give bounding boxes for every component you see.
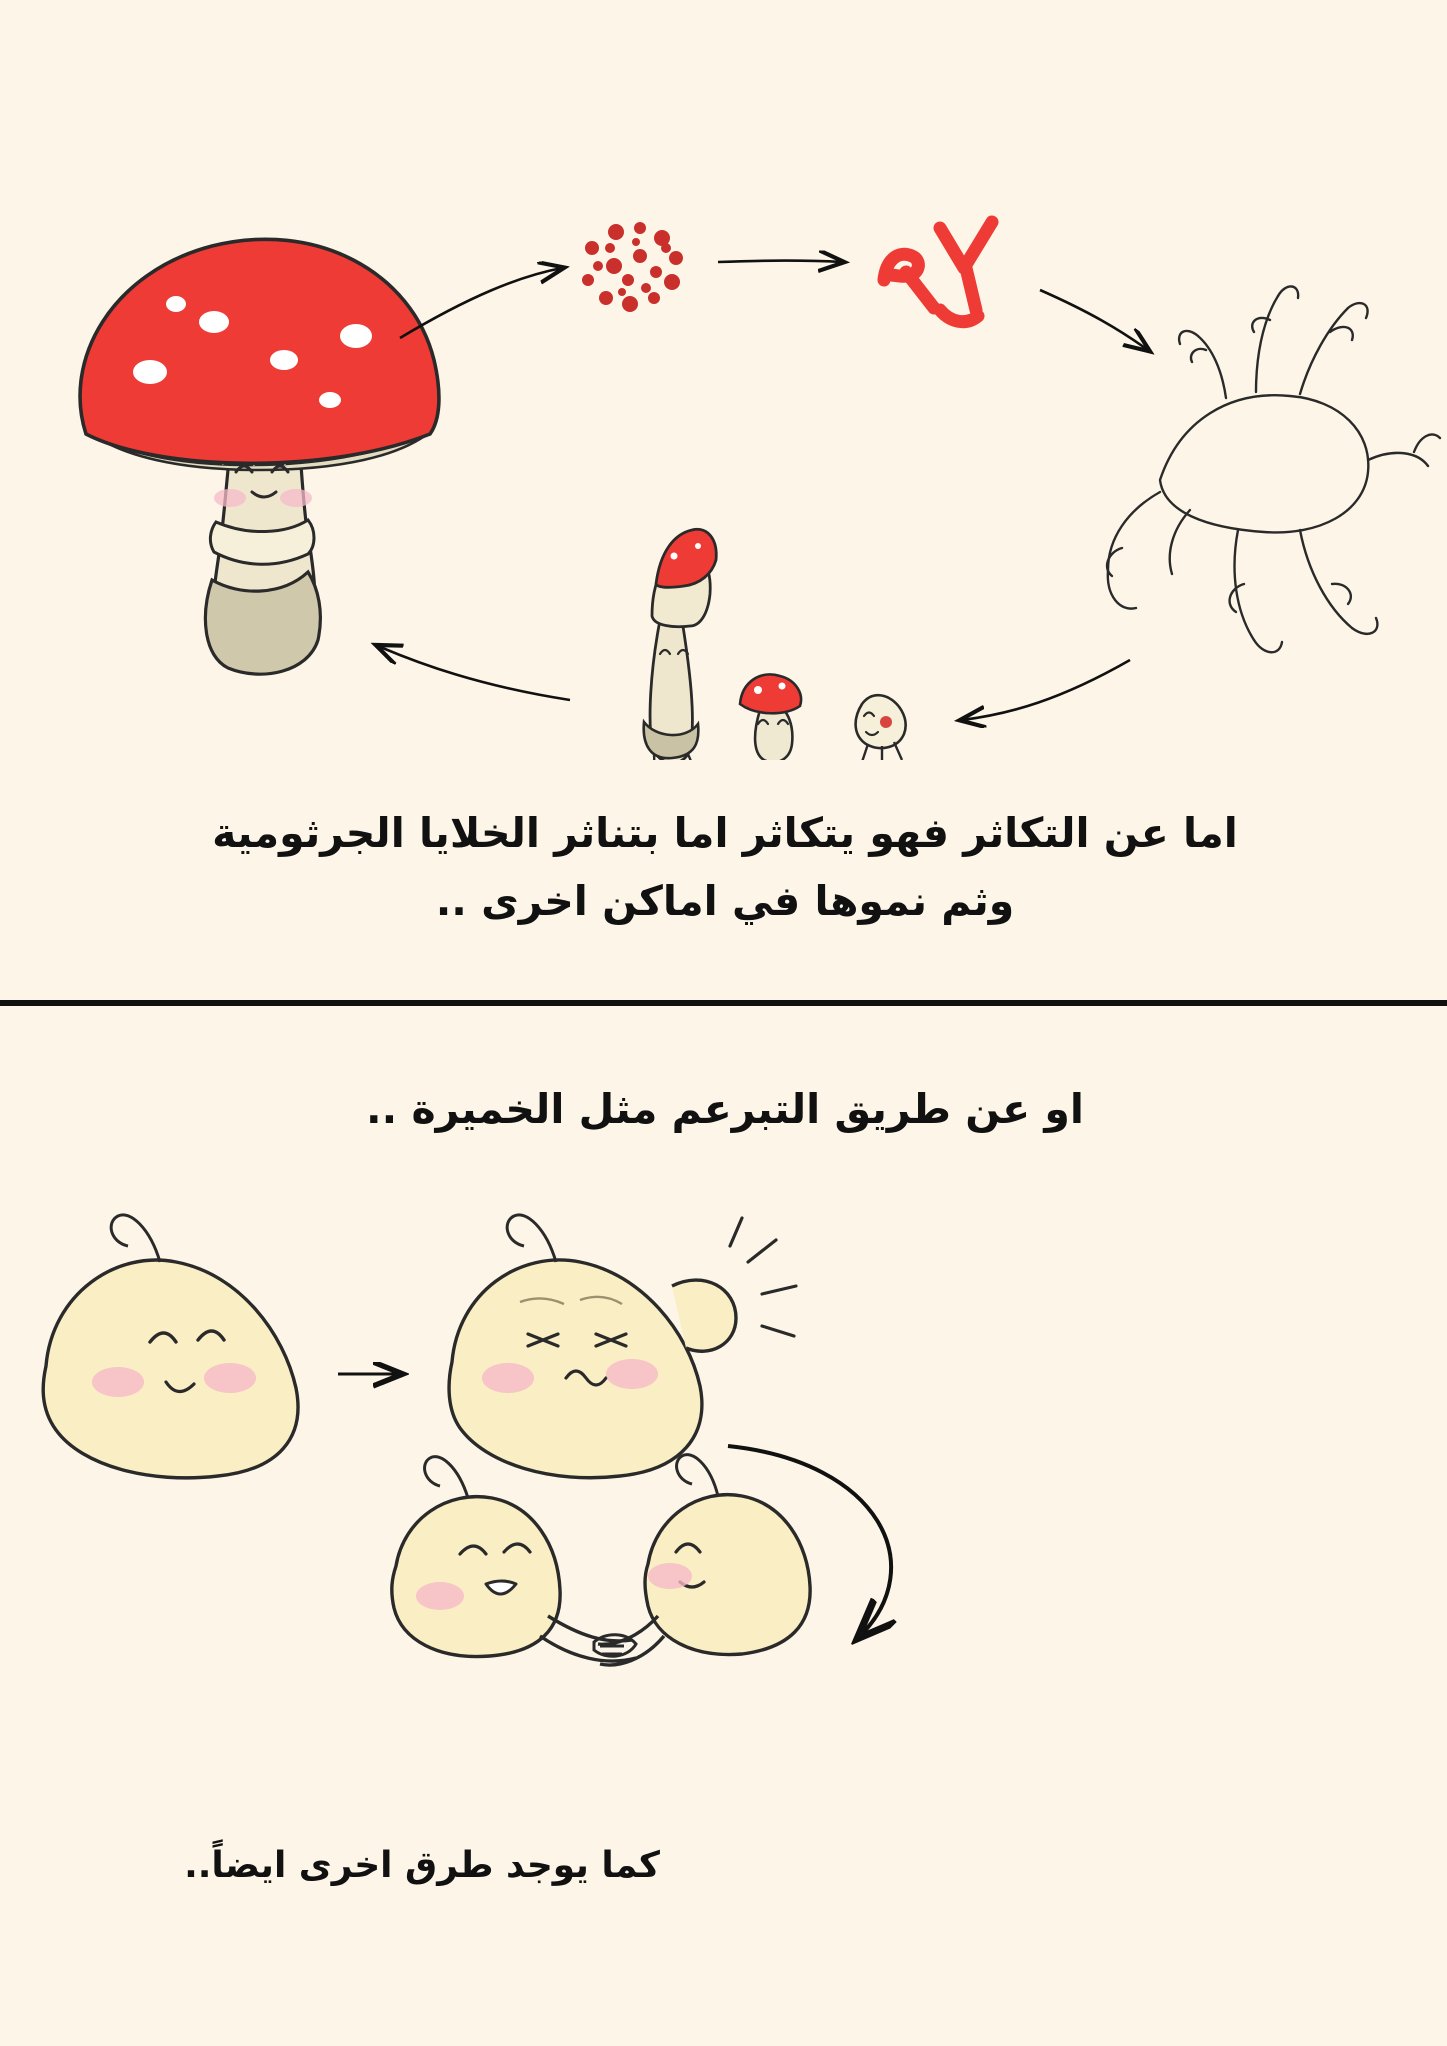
caption-other-methods: كما يوجد طرق اخرى ايضاً.. — [184, 1845, 660, 1886]
yeast-cell-daughter-right-illustration — [598, 1455, 810, 1665]
young-mushroom-sprout-illustration — [856, 695, 906, 760]
caption-budding-title: او عن طريق التبرعم مثل الخميرة .. — [366, 1085, 1084, 1133]
young-mushroom-tall-illustration — [644, 529, 717, 760]
mature-mushroom-illustration — [80, 239, 439, 674]
yeast-cell-parent-illustration — [43, 1215, 298, 1478]
yeast-cell-budding-illustration — [449, 1215, 796, 1478]
mycelium-network-illustration — [1107, 286, 1440, 652]
yeast-cell-daughter-left-illustration — [392, 1457, 636, 1661]
caption-line-1: اما عن التكاثر فهو يتكاثر اما بتناثر الخلايا الجرثومية — [212, 809, 1238, 857]
germinating-spores-illustration — [884, 222, 992, 322]
life-cycle-diagram — [0, 60, 1447, 760]
section-budding — [0, 1006, 1447, 2046]
young-mushroom-small-illustration — [740, 674, 801, 760]
caption-spore-reproduction — [60, 800, 1390, 935]
caption-line-2: وثم نموها في اماكن اخرى .. — [435, 876, 1015, 925]
budding-diagram — [0, 1166, 1447, 1786]
section-spore-cycle — [0, 0, 1447, 1010]
handshake-illustration — [594, 1635, 636, 1657]
spore-cluster-illustration — [582, 222, 683, 312]
